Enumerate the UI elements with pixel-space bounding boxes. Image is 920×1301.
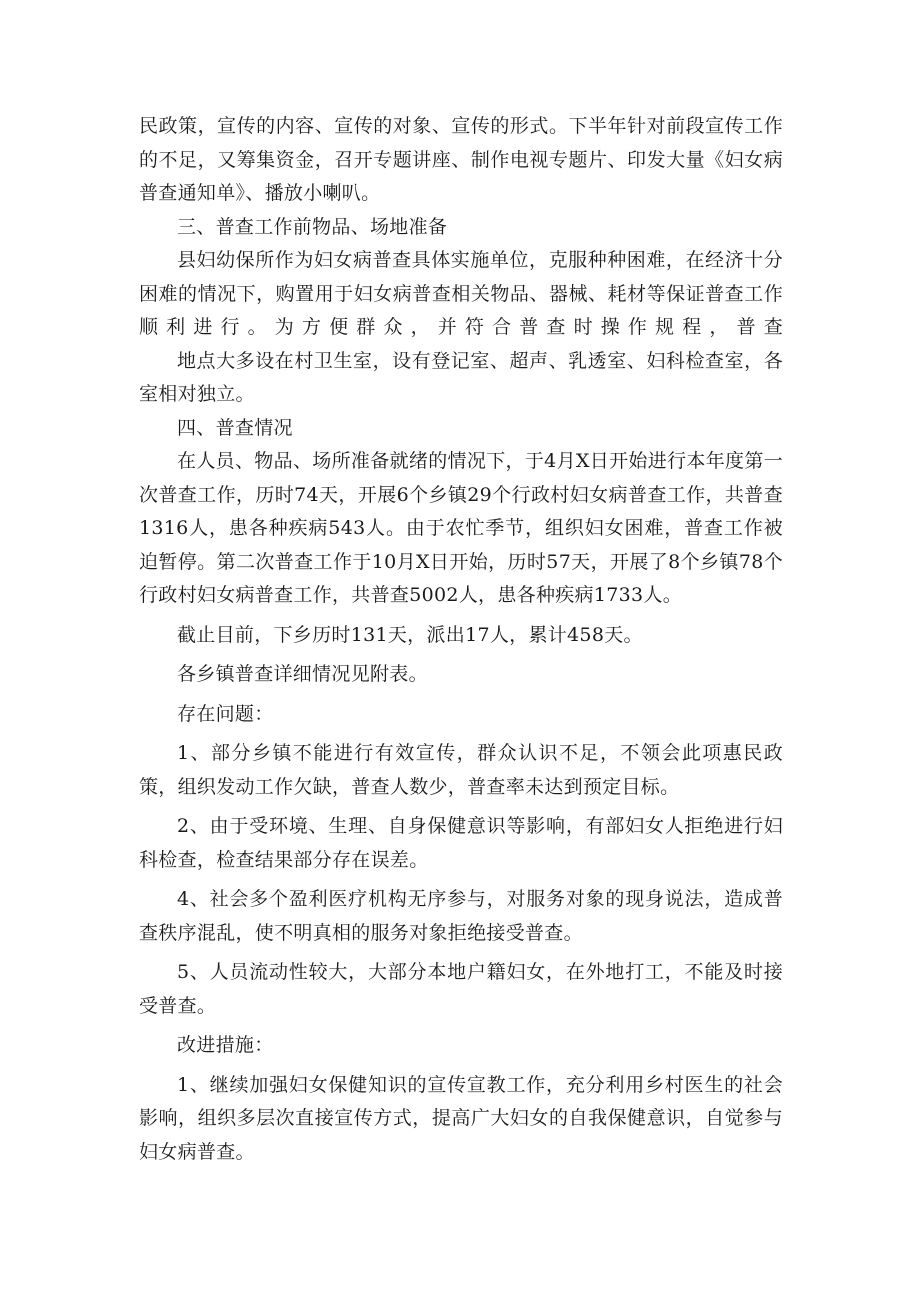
section-heading-situation: 四、普查情况 [177, 416, 293, 439]
problem-item-5: 5、人员流动性较大，大部分本地户籍妇女，在外地打工，不能及时接受普查。 [139, 961, 783, 1017]
paragraph-locations: 地点大多设在村卫生室，设有登记室、超声、乳透室、妇科检查室，各室相对独立。 [139, 349, 783, 405]
section-heading-improvements: 改进措施： [177, 1034, 274, 1056]
improvement-item-1: 1、继续加强妇女保健知识的宣传宣教工作，充分利用乡村医生的社会影响，组织多层次直接宣传方式，提高广大妇女的自我保健意识，自觉参与妇女病普查。 [139, 1073, 783, 1163]
paragraph-preparation: 县妇幼保所作为妇女病普查具体实施单位，克服种种困难，在经济十分困难的情况下，购置用于妇女病普查相关物品、器械、耗材等保证普查工作顺利进行。为方便群众，并符合普查时操作规程，普查 [139, 249, 783, 338]
section-heading-problems: 存在问题： [177, 702, 274, 725]
paragraph-appendix-note: 各乡镇普查详细情况见附表。 [177, 663, 428, 685]
paragraph-totals: 截止目前，下乡历时131天，派出17人，累计458天。 [177, 623, 643, 646]
paragraph-situation: 在人员、物品、场所准备就绪的情况下，于4月X日开始进行本年度第一次普查工作，历时74天，开展6个乡镇29个行政村妇女病普查工作，共普查1316人，患各种疾病543人。由于农忙季节，组织妇女困难，普查工作被迫暂停。第二次普查工作于10月X日开始，历时57天，开展了8个乡镇78个行政村妇女病普查工作，共普查5002人，患各种疾病1733人。 [139, 450, 783, 606]
problem-item-2: 2、由于受环境、生理、自身保健意识等影响，有部妇女人拒绝进行妇科检查，检查结果部分存在误差。 [139, 815, 783, 871]
document-body [139, 110, 783, 1169]
problem-item-1: 1、部分乡镇不能进行有效宣传，群众认识不足，不领会此项惠民政策，组织发动工作欠缺，普查人数少，普查率未达到预定目标。 [139, 742, 783, 798]
problem-item-4: 4、社会多个盈利医疗机构无序参与，对服务对象的现身说法，造成普查秩序混乱，使不明真相的服务对象拒绝接受普查。 [139, 888, 783, 944]
paragraph-policy-continuation: 民政策，宣传的内容、宣传的对象、宣传的形式。下半年针对前段宣传工作的不足，又筹集资金，召开专题讲座、制作电视专题片、印发大量《妇女病普查通知单》、播放小喇叭。 [139, 115, 783, 204]
section-heading-preparation: 三、普查工作前物品、场地准备 [177, 215, 448, 238]
